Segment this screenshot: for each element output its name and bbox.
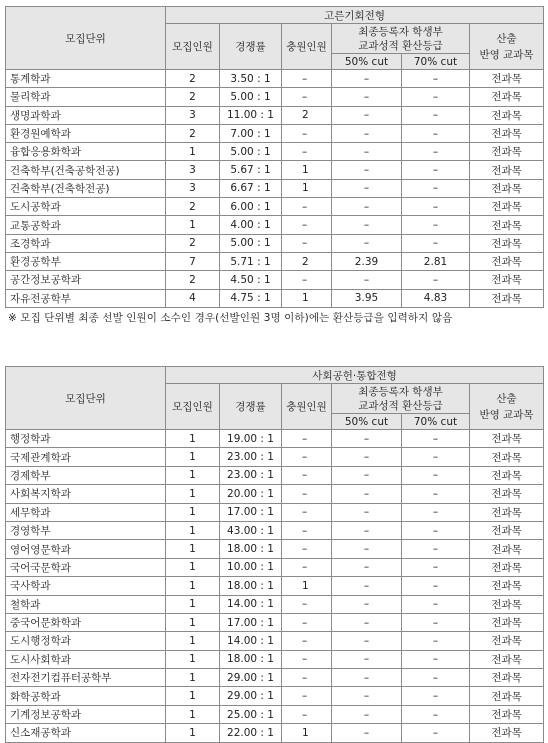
- cell-dept: 국제관계학과: [6, 448, 166, 466]
- table-row: [6, 669, 544, 687]
- cell-subject: 전과목: [470, 724, 544, 742]
- cell-ratio: 14.00 : 1: [220, 632, 282, 650]
- cell-quota: 1: [166, 632, 220, 650]
- cell-ratio: 25.00 : 1: [220, 705, 282, 723]
- admission-table-equal-opportunity: [5, 6, 544, 308]
- cell-dept: 통계학과: [6, 70, 166, 88]
- cell-extra: –: [282, 687, 332, 705]
- cell-quota: 3: [166, 106, 220, 124]
- cell-cut70: –: [402, 650, 470, 668]
- cell-subject: 전과목: [470, 271, 544, 289]
- cell-subject: 전과목: [470, 88, 544, 106]
- col-header-grade: 최종등록자 학생부 교과성적 환산등급: [332, 24, 470, 54]
- cell-dept: 중국어문화학과: [6, 613, 166, 631]
- cell-cut50: –: [332, 521, 402, 539]
- cell-dept: 신소재공학과: [6, 724, 166, 742]
- table-row: [6, 650, 544, 668]
- cell-subject: 전과목: [470, 503, 544, 521]
- cell-quota: 1: [166, 521, 220, 539]
- table-row: [6, 198, 544, 216]
- col-header-grade: 최종등록자 학생부 교과성적 환산등급: [332, 384, 470, 414]
- table-row: [6, 540, 544, 558]
- cell-ratio: 4.00 : 1: [220, 216, 282, 234]
- cell-cut70: –: [402, 106, 470, 124]
- table-row: [6, 577, 544, 595]
- cell-quota: 7: [166, 252, 220, 270]
- cell-quota: 1: [166, 650, 220, 668]
- cell-ratio: 22.00 : 1: [220, 724, 282, 742]
- cell-subject: 전과목: [470, 143, 544, 161]
- cell-subject: 전과목: [470, 558, 544, 576]
- cell-subject: 전과목: [470, 198, 544, 216]
- table-row: [6, 430, 544, 448]
- cell-extra: –: [282, 70, 332, 88]
- table-row: [6, 503, 544, 521]
- table-row: [6, 179, 544, 197]
- cell-subject: 전과목: [470, 577, 544, 595]
- cell-subject: 전과목: [470, 521, 544, 539]
- cell-extra: –: [282, 485, 332, 503]
- cell-dept: 조경학과: [6, 234, 166, 252]
- cell-dept: 생명과학과: [6, 106, 166, 124]
- cell-cut70: –: [402, 216, 470, 234]
- cell-extra: –: [282, 88, 332, 106]
- table-row: [6, 613, 544, 631]
- col-header-subject: 산출 반영 교과목: [470, 24, 544, 70]
- cell-ratio: 3.50 : 1: [220, 70, 282, 88]
- cell-cut70: –: [402, 521, 470, 539]
- cell-ratio: 4.50 : 1: [220, 271, 282, 289]
- cell-dept: 교통공학과: [6, 216, 166, 234]
- cell-dept: 국사학과: [6, 577, 166, 595]
- cell-ratio: 19.00 : 1: [220, 430, 282, 448]
- cell-quota: 1: [166, 558, 220, 576]
- table-row: [6, 271, 544, 289]
- table-row: [6, 70, 544, 88]
- cell-cut70: –: [402, 540, 470, 558]
- cell-subject: 전과목: [470, 179, 544, 197]
- cell-extra: –: [282, 521, 332, 539]
- cell-subject: 전과목: [470, 106, 544, 124]
- cell-ratio: 5.00 : 1: [220, 143, 282, 161]
- col-header-dept: 모집단위: [6, 367, 166, 430]
- cell-quota: 4: [166, 289, 220, 307]
- cell-dept: 사회복지학과: [6, 485, 166, 503]
- cell-quota: 2: [166, 124, 220, 142]
- cell-ratio: 14.00 : 1: [220, 595, 282, 613]
- cell-cut50: –: [332, 143, 402, 161]
- table-row: [6, 106, 544, 124]
- cell-ratio: 18.00 : 1: [220, 650, 282, 668]
- col-header-subject: 산출 반영 교과목: [470, 384, 544, 430]
- cell-quota: 1: [166, 687, 220, 705]
- cell-extra: 1: [282, 289, 332, 307]
- cell-ratio: 6.00 : 1: [220, 198, 282, 216]
- cell-quota: 1: [166, 613, 220, 631]
- col-header-dept: 모집단위: [6, 7, 166, 70]
- cell-ratio: 11.00 : 1: [220, 106, 282, 124]
- cell-extra: –: [282, 271, 332, 289]
- cell-cut70: –: [402, 577, 470, 595]
- cell-quota: 3: [166, 179, 220, 197]
- cell-ratio: 5.00 : 1: [220, 88, 282, 106]
- cell-quota: 1: [166, 669, 220, 687]
- cell-dept: 물리학과: [6, 88, 166, 106]
- cell-cut70: –: [402, 669, 470, 687]
- cell-subject: 전과목: [470, 650, 544, 668]
- table-row: [6, 143, 544, 161]
- cell-extra: –: [282, 613, 332, 631]
- cell-extra: –: [282, 595, 332, 613]
- table-row: [6, 88, 544, 106]
- cell-extra: 2: [282, 106, 332, 124]
- cell-quota: 1: [166, 595, 220, 613]
- cell-extra: –: [282, 503, 332, 521]
- cell-cut70: –: [402, 705, 470, 723]
- cell-extra: 1: [282, 161, 332, 179]
- cell-quota: 2: [166, 88, 220, 106]
- cell-quota: 1: [166, 503, 220, 521]
- cell-subject: 전과목: [470, 669, 544, 687]
- table-row: [6, 289, 544, 307]
- cell-ratio: 18.00 : 1: [220, 577, 282, 595]
- cell-extra: –: [282, 632, 332, 650]
- cell-extra: 1: [282, 724, 332, 742]
- table-row: [6, 724, 544, 742]
- cell-cut50: –: [332, 558, 402, 576]
- cell-cut70: –: [402, 613, 470, 631]
- col-header-cut50: 50% cut: [332, 414, 402, 430]
- cell-dept: 화학공학과: [6, 687, 166, 705]
- cell-subject: 전과목: [470, 485, 544, 503]
- cell-subject: 전과목: [470, 289, 544, 307]
- cell-cut50: –: [332, 106, 402, 124]
- cell-ratio: 5.00 : 1: [220, 234, 282, 252]
- cell-cut50: –: [332, 485, 402, 503]
- cell-cut50: –: [332, 632, 402, 650]
- cell-quota: 3: [166, 161, 220, 179]
- cell-subject: 전과목: [470, 705, 544, 723]
- cell-extra: –: [282, 650, 332, 668]
- cell-cut70: –: [402, 234, 470, 252]
- cell-ratio: 17.00 : 1: [220, 503, 282, 521]
- cell-subject: 전과목: [470, 595, 544, 613]
- cell-cut70: –: [402, 88, 470, 106]
- cell-subject: 전과목: [470, 124, 544, 142]
- cell-extra: 1: [282, 577, 332, 595]
- cell-cut50: –: [332, 577, 402, 595]
- table-row: [6, 595, 544, 613]
- cell-extra: 1: [282, 179, 332, 197]
- cell-dept: 경영학부: [6, 521, 166, 539]
- cell-cut70: –: [402, 595, 470, 613]
- cell-cut50: –: [332, 161, 402, 179]
- cell-ratio: 17.00 : 1: [220, 613, 282, 631]
- table-row: [6, 521, 544, 539]
- cell-cut70: –: [402, 558, 470, 576]
- cell-extra: –: [282, 540, 332, 558]
- cell-dept: 철학과: [6, 595, 166, 613]
- cell-extra: –: [282, 198, 332, 216]
- cell-subject: 전과목: [470, 234, 544, 252]
- cell-cut50: –: [332, 595, 402, 613]
- cell-quota: 1: [166, 577, 220, 595]
- cell-subject: 전과목: [470, 448, 544, 466]
- col-header-quota: 모집인원: [166, 384, 220, 430]
- cell-dept: 도시공학과: [6, 198, 166, 216]
- col-header-cut70: 70% cut: [402, 414, 470, 430]
- cell-quota: 2: [166, 234, 220, 252]
- cell-quota: 1: [166, 485, 220, 503]
- cell-dept: 환경원예학과: [6, 124, 166, 142]
- cell-ratio: 23.00 : 1: [220, 466, 282, 484]
- col-header-extra: 충원인원: [282, 24, 332, 70]
- cell-cut70: –: [402, 124, 470, 142]
- table-title: 고른기회전형: [166, 7, 544, 24]
- cell-quota: 1: [166, 430, 220, 448]
- cell-cut50: –: [332, 179, 402, 197]
- cell-subject: 전과목: [470, 216, 544, 234]
- cell-cut70: –: [402, 724, 470, 742]
- cell-cut70: –: [402, 430, 470, 448]
- cell-dept: 환경공학부: [6, 252, 166, 270]
- cell-cut50: –: [332, 724, 402, 742]
- cell-dept: 행정학과: [6, 430, 166, 448]
- cell-quota: 1: [166, 705, 220, 723]
- cell-quota: 1: [166, 540, 220, 558]
- cell-cut50: –: [332, 650, 402, 668]
- cell-subject: 전과목: [470, 161, 544, 179]
- cell-quota: 1: [166, 448, 220, 466]
- cell-subject: 전과목: [470, 632, 544, 650]
- cell-quota: 1: [166, 466, 220, 484]
- table-row: [6, 234, 544, 252]
- cell-ratio: 7.00 : 1: [220, 124, 282, 142]
- cell-dept: 경제학부: [6, 466, 166, 484]
- cell-ratio: 10.00 : 1: [220, 558, 282, 576]
- cell-subject: 전과목: [470, 70, 544, 88]
- cell-extra: –: [282, 448, 332, 466]
- cell-dept: 건축학부(건축학전공): [6, 179, 166, 197]
- footnote: ※ 모집 단위별 최종 선발 인원이 소수인 경우(선발인원 3명 이하)에는 환산등급을 입력하지 않음: [8, 312, 453, 324]
- cell-cut50: –: [332, 216, 402, 234]
- cell-ratio: 43.00 : 1: [220, 521, 282, 539]
- table-row: [6, 687, 544, 705]
- cell-cut50: –: [332, 669, 402, 687]
- cell-cut70: 4.83: [402, 289, 470, 307]
- col-header-extra: 충원인원: [282, 384, 332, 430]
- cell-quota: 1: [166, 724, 220, 742]
- cell-dept: 공간정보공학과: [6, 271, 166, 289]
- cell-ratio: 6.67 : 1: [220, 179, 282, 197]
- cell-cut70: –: [402, 485, 470, 503]
- table-row: [6, 632, 544, 650]
- cell-dept: 융합응용화학과: [6, 143, 166, 161]
- col-header-ratio: 경쟁률: [220, 384, 282, 430]
- cell-ratio: 5.71 : 1: [220, 252, 282, 270]
- cell-extra: –: [282, 669, 332, 687]
- cell-extra: –: [282, 558, 332, 576]
- cell-ratio: 29.00 : 1: [220, 669, 282, 687]
- cell-cut50: –: [332, 705, 402, 723]
- cell-cut50: –: [332, 70, 402, 88]
- cell-cut70: –: [402, 70, 470, 88]
- cell-subject: 전과목: [470, 430, 544, 448]
- cell-extra: –: [282, 430, 332, 448]
- cell-cut50: –: [332, 430, 402, 448]
- cell-quota: 2: [166, 271, 220, 289]
- cell-cut50: –: [332, 540, 402, 558]
- cell-cut50: –: [332, 448, 402, 466]
- cell-cut70: –: [402, 503, 470, 521]
- cell-cut50: –: [332, 466, 402, 484]
- table-title: 사회공헌·통합전형: [166, 367, 544, 384]
- cell-cut50: –: [332, 88, 402, 106]
- cell-cut70: –: [402, 179, 470, 197]
- cell-extra: –: [282, 234, 332, 252]
- cell-cut70: –: [402, 271, 470, 289]
- cell-cut70: 2.81: [402, 252, 470, 270]
- cell-subject: 전과목: [470, 613, 544, 631]
- table-row: [6, 252, 544, 270]
- cell-ratio: 5.67 : 1: [220, 161, 282, 179]
- cell-ratio: 23.00 : 1: [220, 448, 282, 466]
- cell-ratio: 20.00 : 1: [220, 485, 282, 503]
- cell-extra: –: [282, 216, 332, 234]
- cell-quota: 2: [166, 198, 220, 216]
- col-header-cut50: 50% cut: [332, 54, 402, 70]
- cell-dept: 도시행정학과: [6, 632, 166, 650]
- table-row: [6, 124, 544, 142]
- cell-cut50: 2.39: [332, 252, 402, 270]
- col-header-ratio: 경쟁률: [220, 24, 282, 70]
- cell-ratio: 29.00 : 1: [220, 687, 282, 705]
- cell-quota: 2: [166, 70, 220, 88]
- cell-cut50: –: [332, 124, 402, 142]
- cell-cut50: –: [332, 198, 402, 216]
- cell-cut50: –: [332, 234, 402, 252]
- cell-subject: 전과목: [470, 252, 544, 270]
- cell-cut70: –: [402, 143, 470, 161]
- cell-cut70: –: [402, 448, 470, 466]
- cell-dept: 기계정보공학과: [6, 705, 166, 723]
- cell-cut70: –: [402, 687, 470, 705]
- cell-extra: –: [282, 124, 332, 142]
- cell-cut50: –: [332, 503, 402, 521]
- table-row: [6, 448, 544, 466]
- cell-quota: 1: [166, 143, 220, 161]
- table-body: [6, 70, 544, 308]
- cell-cut50: –: [332, 687, 402, 705]
- cell-extra: –: [282, 143, 332, 161]
- cell-dept: 세무학과: [6, 503, 166, 521]
- table-body: [6, 430, 544, 743]
- cell-dept: 전자전기컴퓨터공학부: [6, 669, 166, 687]
- cell-extra: 2: [282, 252, 332, 270]
- cell-cut70: –: [402, 198, 470, 216]
- cell-subject: 전과목: [470, 687, 544, 705]
- cell-cut50: –: [332, 271, 402, 289]
- cell-cut70: –: [402, 632, 470, 650]
- cell-dept: 국어국문학과: [6, 558, 166, 576]
- cell-cut70: –: [402, 161, 470, 179]
- cell-dept: 건축학부(건축공학전공): [6, 161, 166, 179]
- cell-ratio: 4.75 : 1: [220, 289, 282, 307]
- cell-subject: 전과목: [470, 540, 544, 558]
- table-row: [6, 485, 544, 503]
- cell-extra: –: [282, 466, 332, 484]
- cell-cut50: 3.95: [332, 289, 402, 307]
- table-row: [6, 466, 544, 484]
- cell-quota: 1: [166, 216, 220, 234]
- admission-table-social-contribution: [5, 366, 544, 743]
- cell-cut70: –: [402, 466, 470, 484]
- cell-subject: 전과목: [470, 466, 544, 484]
- col-header-cut70: 70% cut: [402, 54, 470, 70]
- cell-dept: 자유전공학부: [6, 289, 166, 307]
- col-header-quota: 모집인원: [166, 24, 220, 70]
- cell-ratio: 18.00 : 1: [220, 540, 282, 558]
- table-row: [6, 558, 544, 576]
- table-row: [6, 705, 544, 723]
- table-row: [6, 161, 544, 179]
- cell-extra: –: [282, 705, 332, 723]
- table-row: [6, 216, 544, 234]
- cell-dept: 영어영문학과: [6, 540, 166, 558]
- cell-cut50: –: [332, 613, 402, 631]
- cell-dept: 도시사회학과: [6, 650, 166, 668]
